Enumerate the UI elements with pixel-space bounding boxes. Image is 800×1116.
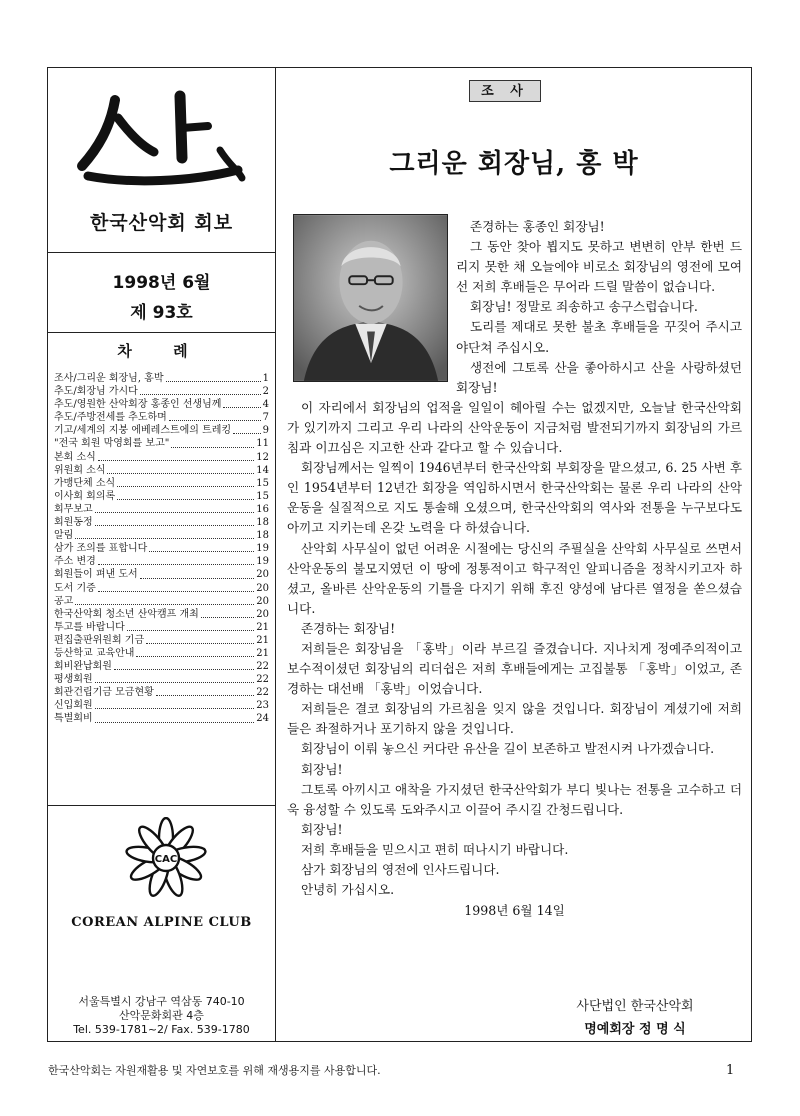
toc-item-title: 가맹단체 소식 [54,477,116,489]
toc-item [54,686,269,699]
toc-item-title: 알림 [54,530,74,542]
toc-item-page: 19 [256,556,269,568]
toc-title: 차 례 [117,342,206,360]
toc-item [54,699,269,712]
article-paragraph: 산악회 사무실이 없던 어려운 시절에는 당신의 주필실을 산악회 사무실로 쓰면서 산악운동의 불모지였던 이 땅에 정통적이고 학구적인 알피니즘을 정착시키고자 하셨고, 올바른 산악운동의 기틀을 다지기 위해 후진 양성에 남다른 열정을 쏟으셨습니다. [287,540,742,616]
toc-item-page: 12 [256,451,269,463]
article-paragraph: 저희들은 회장님을 「홍박」이라 부르길 즐겼습니다. 지나치게 정예주의적이고 보수적이셨던 회장님의 리더쉽은 저희 후배들에게는 고집불통 「홍박」이었고, 존경하는 대선배 「홍박」이었습니다. [287,640,742,697]
org-title: 한국산악회 회보 [89,212,234,234]
toc-item-title: 회관건립기금 모금현황 [54,687,154,699]
toc-item-page: 15 [256,477,269,489]
article-paragraph: 생전에 그토록 산을 좋아하시고 산을 사랑하셨던 회장님! [456,359,742,395]
toc-item-title: 본회 소식 [54,451,96,463]
toc-leader [140,385,261,395]
article-paragraph: 회장님! 정말로 죄송하고 송구스럽습니다. [470,299,698,315]
toc-leader [95,503,255,513]
toc-leader [114,660,254,670]
toc-leader [223,398,260,408]
toc-leader [201,608,254,618]
toc-leader [156,686,254,696]
toc-item-title: 공고 [54,595,74,607]
toc-item [54,647,269,660]
toc-leader [233,424,260,434]
toc-item [54,712,269,725]
toc-item [54,529,269,542]
toc-item [54,568,269,581]
toc-item [54,437,269,450]
toc-item [54,595,269,608]
toc-item-title: 특별회비 [54,713,93,725]
address-line: 산악문화회관 4층 [119,1009,204,1022]
toc-item [54,634,269,647]
toc-item-title: 조사/그리운 회장님, 홍박 [54,373,164,384]
toc-item-page: 1 [262,373,269,384]
article-paragraph: 그 동안 찾아 뵙지도 못하고 변변히 안부 한번 드리지 못한 채 오늘에야 비로소 회장님의 영전에 모여 선 저희 후배들은 무어라 드릴 말씀이 없습니다. [456,239,742,295]
toc-leader [136,647,254,657]
page-number: 1 [726,1063,735,1078]
toc-item-page: 18 [256,530,269,542]
issue-date: 1998년 6월 [112,273,211,293]
toc-item-title: 위원회 소식 [54,464,106,476]
toc-leader [95,712,255,722]
toc-leader [169,411,261,421]
toc-item [54,673,269,686]
toc-item-title: 이사회 회의록 [54,490,116,502]
divider [47,332,275,333]
edelweiss-emblem-icon [125,817,207,899]
toc-item [54,503,269,516]
toc-item-title: "전국 회원 막영회를 보고" [54,438,170,450]
toc-item-page: 22 [256,661,269,673]
toc-item-title: 주소 변경 [54,556,96,568]
toc-item-page: 22 [256,687,269,699]
address-line: 서울특별시 강남구 역삼동 740-10 [78,995,245,1008]
toc-item-page: 20 [256,582,269,594]
toc-item [54,411,269,424]
toc-item-page: 24 [256,713,269,725]
article-paragraph: 안녕히 가십시오. [301,882,395,898]
emblem-text: CAC [154,854,178,865]
toc-item [54,372,269,385]
divider [47,805,275,806]
toc-item-page: 23 [256,700,269,712]
toc-leader [127,621,254,631]
article-paragraph: 회장님! [301,821,343,837]
toc-item-page: 21 [256,621,269,633]
toc-leader [75,595,254,605]
toc-item-title: 등산학교 교육안내 [54,647,135,659]
toc-leader [171,437,254,447]
toc-item [54,660,269,673]
article-paragraph: 이 자리에서 회장님의 업적을 일일이 헤아릴 수는 없겠지만, 오늘날 한국산악회가 있기까지 그리고 우리 나라의 산악운동이 지금처럼 발전되기까지 회장님의 가르침과 이끄심은 지고한 산과 같다고 할 수 있습니다. [287,399,742,456]
article-title: 그리운 회장님, 홍 박 [389,149,639,179]
toc-item-page: 21 [256,647,269,659]
toc-item [54,621,269,634]
club-name: COREAN ALPINE CLUB [71,915,252,930]
toc-item-page: 22 [256,674,269,686]
issue-number: 제 93호 [130,303,193,323]
toc-leader [107,464,254,474]
toc-item [54,555,269,568]
toc-item [54,424,269,437]
table-of-contents [54,372,269,726]
phone-line: Tel. 539-1781~2/ Fax. 539-1780 [73,1023,250,1036]
toc-item-title: 추도/주방전세를 추도하며 [54,412,167,424]
toc-item-page: 19 [256,543,269,555]
toc-leader [146,634,254,644]
article-body [287,217,742,921]
toc-item [54,398,269,411]
toc-item-page: 7 [262,412,269,424]
toc-item-page: 20 [256,595,269,607]
article-paragraph: 저희 후배들을 믿으시고 편히 떠나시기 바랍니다. [301,841,569,857]
toc-leader [98,555,254,565]
toc-item [54,608,269,621]
category-badge: 조 사 [469,80,541,102]
toc-leader [117,477,254,487]
toc-leader [95,673,255,683]
toc-leader [149,542,254,552]
toc-item-title: 기고/세계의 지붕 에베레스트에의 트레킹 [54,425,232,437]
toc-leader [98,451,254,461]
toc-item-page: 9 [262,425,269,437]
toc-leader [95,516,255,526]
footer-note: 한국산악회는 자원재활용 및 자연보호를 위해 재생용지를 사용합니다. [48,1064,381,1077]
article-paragraph: 그토록 아끼시고 애착을 가지셨던 한국산악회가 부디 빛나는 전통을 고수하고 더욱 융성할 수 있도록 도와주시고 이끌어 주시길 간청드립니다. [287,781,742,817]
signature-name: 명예회장 정 명 식 [584,1022,686,1037]
toc-item-title: 추도/영원한 산악회장 홍종인 선생님께 [54,399,222,411]
article-paragraph: 회장님이 이뤄 놓으신 커다란 유산을 길이 보존하고 발전시켜 나가겠습니다. [301,741,715,757]
toc-item [54,451,269,464]
signature-org: 사단법인 한국산악회 [576,999,694,1014]
toc-item-title: 편집출판위원회 기금 [54,634,145,646]
toc-item-page: 18 [256,517,269,529]
toc-item-page: 20 [256,569,269,581]
toc-item-title: 회원동정 [54,517,93,529]
toc-item-title: 삼가 조의를 표합니다 [54,543,148,555]
toc-item-page: 4 [262,399,269,411]
toc-item [54,477,269,490]
toc-item [54,542,269,555]
toc-item-title: 도서 기증 [54,582,96,594]
toc-item [54,385,269,398]
toc-item-title: 한국산악회 청소년 산악캠프 개최 [54,608,199,620]
toc-item [54,464,269,477]
toc-leader [75,529,254,539]
toc-leader [95,699,255,709]
article-paragraph: 회장님! [301,761,343,777]
toc-item-page: 16 [256,503,269,515]
toc-item-title: 회원들이 펴낸 도서 [54,569,138,581]
toc-leader [140,568,255,578]
toc-leader [98,582,254,592]
masthead-logo [70,88,250,193]
article-paragraph: 회장님께서는 일찍이 1946년부터 한국산악회 부회장을 맡으셨고, 6. 25 사변 후인 1954년부터 12년간 회장을 역임하시면서 한국산악회는 물론 우리 나라의 산악운동을 실질적으로 지도 통솔해 오셨으며, 한국산악회의 역사와 전통을 누구보다도 아끼고 지키는데 온갖 노력을 다 하셨습니다. [287,460,742,536]
article-paragraph: 도리를 제대로 못한 불초 후배들을 꾸짖어 주시고 야단쳐 주십시오. [456,319,742,355]
toc-item-title: 추도/회장님 가시다 [54,386,138,398]
toc-item-title: 평생회원 [54,674,93,686]
toc-item-title: 회비완납회원 [54,661,112,673]
article-paragraph: 존경하는 홍종인 회장님! [470,219,605,234]
article-paragraph: 삼가 회장님의 영전에 인사드립니다. [301,862,500,877]
toc-item-title: 투고를 바랍니다 [54,621,125,633]
toc-item-title: 신입회원 [54,700,93,712]
article-date: 1998년 6월 14일 [464,903,565,919]
toc-item-page: 20 [256,608,269,620]
club-address [47,995,276,1037]
toc-leader [166,372,261,382]
toc-item [54,490,269,503]
toc-item-page: 21 [256,634,269,646]
article-paragraph: 저희들은 결코 회장님의 가르침을 잊지 않을 것입니다. 회장님이 계셨기에 저희들은 좌절하거나 포기하지 않을 것입니다. [287,701,742,737]
toc-item [54,582,269,595]
toc-item-title: 회무보고 [54,503,93,515]
toc-item-page: 2 [262,386,269,398]
article-paragraph: 존경하는 회장님! [301,620,396,636]
toc-item [54,516,269,529]
toc-leader [117,490,254,500]
toc-item-page: 11 [256,438,269,450]
toc-item-page: 14 [256,464,269,476]
signature [560,995,710,1041]
toc-item-page: 15 [256,490,269,502]
divider [47,252,275,253]
